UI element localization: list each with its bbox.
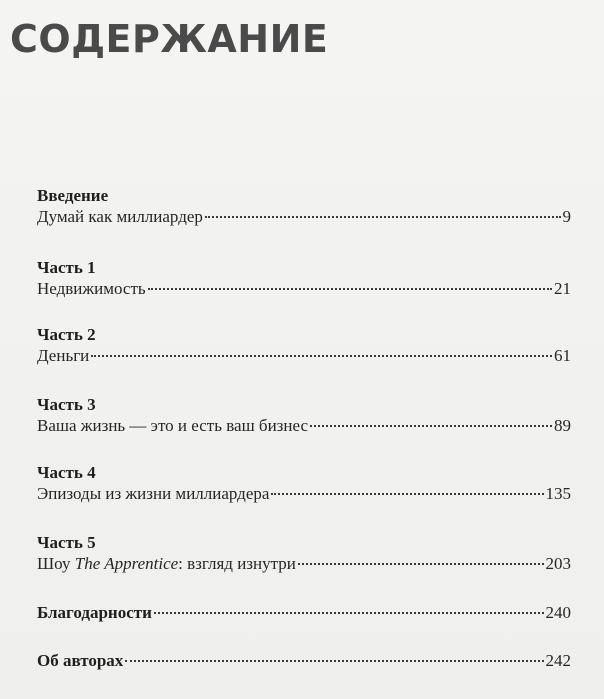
page-number: 89 bbox=[554, 416, 571, 435]
section-heading: Часть 4 bbox=[37, 463, 96, 482]
toc-entry bbox=[37, 415, 571, 437]
section-heading: Часть 1 bbox=[37, 258, 96, 277]
toc-entry bbox=[37, 483, 571, 505]
entry-title: Ваша жизнь — это и есть ваш бизнес bbox=[37, 416, 308, 435]
dot-leader bbox=[91, 355, 552, 357]
dot-leader bbox=[310, 425, 552, 427]
entry-title: Благодарности bbox=[37, 603, 152, 622]
toc-entry bbox=[37, 650, 571, 672]
entry-title: Шоу The Apprentice: взгляд изнутри bbox=[37, 554, 296, 573]
page-number: 240 bbox=[545, 603, 571, 622]
dot-leader bbox=[148, 288, 552, 290]
toc-section-about-authors bbox=[37, 650, 571, 672]
section-heading: Часть 5 bbox=[37, 533, 96, 552]
dot-leader bbox=[205, 216, 561, 218]
page-number: 61 bbox=[554, 346, 571, 365]
toc-section-part-3 bbox=[37, 395, 571, 437]
entry-title: Недвижимость bbox=[37, 279, 146, 298]
dot-leader bbox=[298, 563, 544, 565]
entry-title: Об авторах bbox=[37, 651, 124, 670]
toc-entry bbox=[37, 278, 571, 300]
dot-leader bbox=[154, 612, 544, 614]
toc-section-part-5 bbox=[37, 533, 571, 575]
dot-leader bbox=[125, 660, 543, 662]
section-heading: Часть 3 bbox=[37, 395, 96, 414]
section-heading: Введение bbox=[37, 186, 109, 205]
page-number: 21 bbox=[554, 279, 571, 298]
section-heading: Часть 2 bbox=[37, 325, 96, 344]
page-number: 203 bbox=[545, 554, 571, 573]
toc-section-part-4 bbox=[37, 463, 571, 505]
entry-title: Думай как миллиардер bbox=[37, 207, 203, 226]
dot-leader bbox=[271, 493, 543, 495]
toc-entry bbox=[37, 602, 571, 624]
entry-title: Деньги bbox=[37, 346, 90, 365]
page-number: 135 bbox=[545, 484, 571, 503]
page-title: СОДЕРЖАНИЕ bbox=[10, 17, 329, 61]
toc-section-acknowledgements bbox=[37, 602, 571, 624]
toc-section-part-2 bbox=[37, 325, 571, 367]
toc-entry bbox=[37, 206, 571, 228]
page-number: 9 bbox=[562, 207, 571, 226]
entry-title: Эпизоды из жизни миллиардера bbox=[37, 484, 270, 503]
page-number: 242 bbox=[545, 651, 571, 670]
toc-entry bbox=[37, 345, 571, 367]
toc-section-part-1 bbox=[37, 258, 571, 300]
toc-section-intro bbox=[37, 186, 571, 228]
toc-entry bbox=[37, 553, 571, 575]
